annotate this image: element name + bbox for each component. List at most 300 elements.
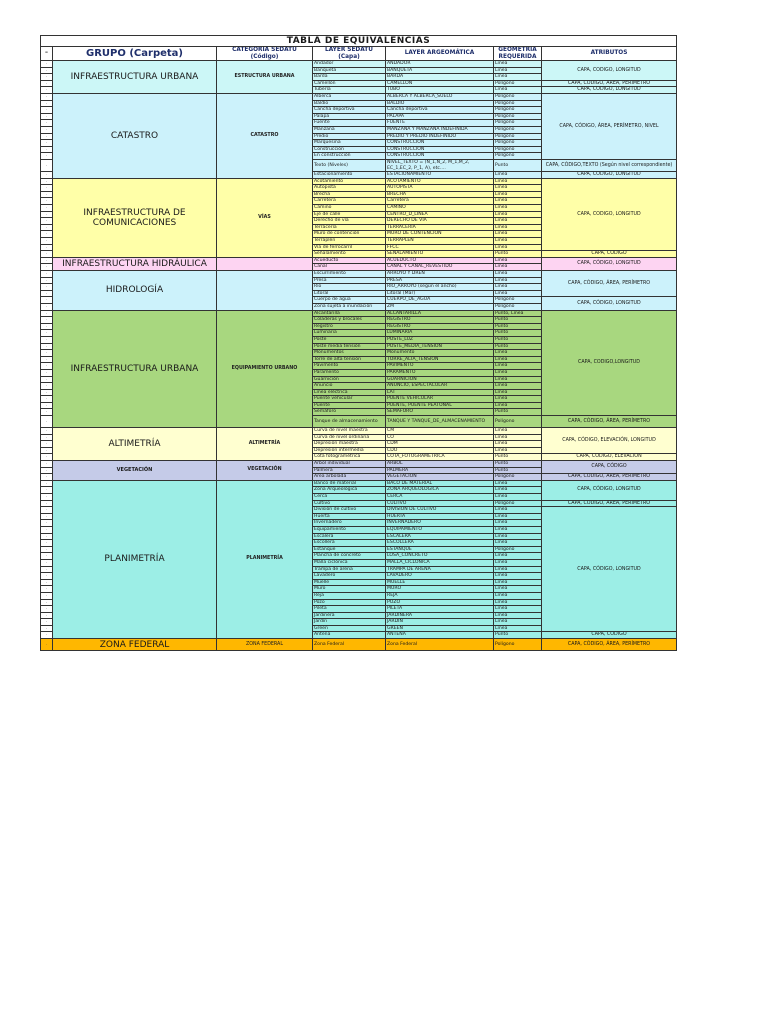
row-marker: -	[41, 513, 53, 520]
table-row	[41, 257, 677, 264]
layer-sedatu-cell: Plancha de concreto	[313, 553, 386, 560]
geometry-cell: Línea	[494, 277, 542, 284]
row-marker: -	[41, 461, 53, 468]
row-marker: -	[41, 290, 53, 297]
layer-sedatu-cell: Brecha	[313, 191, 386, 198]
geometry-cell: Polígono	[494, 133, 542, 140]
layer-argeomatica-cell: TERRACERIA	[386, 224, 494, 231]
geometry-cell: Línea	[494, 244, 542, 251]
layer-argeomatica-cell: ACUEDUCTO	[386, 257, 494, 264]
row-marker: -	[41, 606, 53, 613]
category-code: PLANIMETRÍA	[217, 480, 313, 638]
row-marker: -	[41, 67, 53, 74]
layer-argeomatica-cell: CANAL Y CANAL_REVESTIDO	[386, 264, 494, 271]
geometry-cell: Línea	[494, 224, 542, 231]
attributes-cell: CAPA, CÓDIGO, ÁREA, PERÍMETRO	[542, 80, 677, 87]
row-marker: -	[41, 238, 53, 245]
layer-sedatu-cell: Guarnición	[313, 376, 386, 383]
row-marker: -	[41, 480, 53, 487]
row-marker: -	[41, 310, 53, 317]
geometry-cell: Punto	[494, 454, 542, 461]
group-name: CATASTRO	[53, 93, 217, 178]
layer-argeomatica-cell: NIVEL_TEXTO = (N_1,N_2, M_1,M_2, EC_1,EC_2, P_1, A), etc....	[386, 159, 494, 171]
attributes-cell: CAPA, CÓDIGO, LONGITUD	[542, 297, 677, 310]
layer-sedatu-cell: Presa	[313, 277, 386, 284]
geometry-cell: Línea	[494, 74, 542, 81]
geometry-cell: Línea	[494, 61, 542, 68]
row-marker: -	[41, 93, 53, 100]
layer-sedatu-cell: Línea eléctrica	[313, 389, 386, 396]
geometry-cell: Línea	[494, 553, 542, 560]
row-marker: -	[41, 317, 53, 324]
layer-sedatu-cell: Terraplén	[313, 238, 386, 245]
layer-sedatu-cell: Lavadero	[313, 573, 386, 580]
row-marker: -	[41, 376, 53, 383]
row-marker: -	[41, 494, 53, 501]
layer-argeomatica-cell: PUENTE VEHICULAR	[386, 396, 494, 403]
layer-sedatu-cell: Litoral	[313, 290, 386, 297]
row-marker: -	[41, 533, 53, 540]
layer-argeomatica-cell: MUELLE	[386, 579, 494, 586]
header-marker: –	[41, 47, 53, 61]
geometry-cell: Línea	[494, 526, 542, 533]
attributes-cell: CAPA, CÓDIGO	[542, 461, 677, 474]
attributes-cell: CAPA, CÓDIGO, ÁREA, PERÍMETRO	[542, 416, 677, 428]
table-row	[41, 93, 677, 100]
geometry-cell: Línea	[494, 566, 542, 573]
category-code	[217, 271, 313, 311]
geometry-cell: Polígono	[494, 126, 542, 133]
row-marker: -	[41, 185, 53, 192]
table-row	[41, 428, 677, 435]
geometry-cell: Línea	[494, 211, 542, 218]
geometry-cell: Línea	[494, 520, 542, 527]
table-row	[41, 178, 677, 185]
row-marker: -	[41, 133, 53, 140]
layer-argeomatica-cell: SEÑALAMIENTO	[386, 251, 494, 258]
attributes-cell: CAPA, CÓDIGO,TEXTO (Según nivel correspondiente)	[542, 159, 677, 171]
table-title-row	[41, 36, 677, 47]
row-marker: -	[41, 191, 53, 198]
row-marker: -	[41, 639, 53, 651]
geometry-cell: Línea	[494, 533, 542, 540]
equivalence-table	[40, 35, 677, 651]
layer-sedatu-cell: Tanque de almacenamiento	[313, 416, 386, 428]
row-marker: -	[41, 140, 53, 147]
layer-argeomatica-cell: GREEN	[386, 625, 494, 632]
layer-sedatu-cell: Muro	[313, 586, 386, 593]
layer-sedatu-cell: Cultivo	[313, 500, 386, 507]
header-layer-sedatu: LAYER SEDATU (Capa)	[313, 47, 386, 61]
row-marker: -	[41, 87, 53, 94]
header-atributos: ATRIBUTOS	[542, 47, 677, 61]
row-marker: -	[41, 500, 53, 507]
layer-sedatu-cell: Eje de calle	[313, 211, 386, 218]
row-marker: -	[41, 441, 53, 448]
table-row	[41, 639, 677, 651]
layer-argeomatica-cell: PUENTE, PUENTE PEATONAL	[386, 402, 494, 409]
attributes-cell: CAPA, CÓDIGO, ÁREA, PERÍMETRO, NIVEL	[542, 93, 677, 159]
layer-sedatu-cell: Poste	[313, 336, 386, 343]
layer-argeomatica-cell: Zona Federal	[386, 639, 494, 651]
layer-argeomatica-cell: REGISTRO	[386, 317, 494, 324]
row-marker: -	[41, 632, 53, 639]
layer-argeomatica-cell: FUENTE	[386, 120, 494, 127]
geometry-cell: Punto	[494, 159, 542, 171]
layer-sedatu-cell: Predio	[313, 133, 386, 140]
row-marker: -	[41, 369, 53, 376]
geometry-cell: Polígono	[494, 80, 542, 87]
geometry-cell: Línea	[494, 350, 542, 357]
geometry-cell: Polígono	[494, 416, 542, 428]
group-name: PLANIMETRÍA	[53, 480, 217, 638]
row-marker: -	[41, 526, 53, 533]
layer-argeomatica-cell: JARDIN	[386, 619, 494, 626]
header-grupo: GRUPO (Carpeta)	[53, 47, 217, 61]
layer-sedatu-cell: Manzana	[313, 126, 386, 133]
row-marker: -	[41, 336, 53, 343]
layer-sedatu-cell: Huerta	[313, 513, 386, 520]
layer-argeomatica-cell: COTA_FOTOGRAMETRICA	[386, 454, 494, 461]
row-marker: -	[41, 218, 53, 225]
layer-argeomatica-cell: BALDIO	[386, 100, 494, 107]
group-name: VEGETACIÓN	[53, 461, 217, 481]
layer-argeomatica-cell: ESCALERA	[386, 533, 494, 540]
layer-sedatu-cell: Andador	[313, 61, 386, 68]
geometry-cell: Polígono	[494, 100, 542, 107]
row-marker: -	[41, 303, 53, 310]
layer-argeomatica-cell: MALLA_CICLONICA	[386, 559, 494, 566]
row-marker: -	[41, 566, 53, 573]
layer-argeomatica-cell: ESCOLLERA	[386, 540, 494, 547]
layer-sedatu-cell: Árbol individual	[313, 461, 386, 468]
geometry-cell: Línea	[494, 376, 542, 383]
layer-sedatu-cell: Anuncio	[313, 383, 386, 390]
layer-argeomatica-cell: ANTENA	[386, 632, 494, 639]
layer-argeomatica-cell: DERECHO DE VIA	[386, 218, 494, 225]
group-name: INFRAESTRUCTURA URBANA	[53, 61, 217, 94]
geometry-cell: Línea	[494, 290, 542, 297]
layer-argeomatica-cell: Litoral (Mar)	[386, 290, 494, 297]
layer-sedatu-cell: Palapa	[313, 113, 386, 120]
layer-argeomatica-cell: CDO	[386, 447, 494, 454]
layer-argeomatica-cell: ARBOL	[386, 461, 494, 468]
layer-sedatu-cell: Alberca	[313, 93, 386, 100]
layer-argeomatica-cell: LUMINARIA	[386, 330, 494, 337]
layer-argeomatica-cell: BRECHA	[386, 191, 494, 198]
layer-argeomatica-cell: ANUNCIO, ESPECTACULAR	[386, 383, 494, 390]
row-marker: -	[41, 264, 53, 271]
row-marker: -	[41, 330, 53, 337]
layer-sedatu-cell: Depresión maestra	[313, 441, 386, 448]
geometry-cell: Línea	[494, 559, 542, 566]
geometry-cell: Línea	[494, 231, 542, 238]
geometry-cell: Línea	[494, 363, 542, 370]
attributes-cell: CAPA, CODIGO, LONGITUD	[542, 61, 677, 81]
row-marker: -	[41, 113, 53, 120]
geometry-cell: Línea	[494, 447, 542, 454]
geometry-cell: Línea	[494, 434, 542, 441]
row-marker: -	[41, 599, 53, 606]
row-marker: -	[41, 409, 53, 416]
geometry-cell: Polígono	[494, 140, 542, 147]
layer-argeomatica-cell: MURO	[386, 586, 494, 593]
layer-argeomatica-cell: ANDADOR	[386, 61, 494, 68]
row-marker: -	[41, 107, 53, 114]
table-title: TABLA DE EQUIVALENCIAS	[41, 36, 677, 47]
row-marker: -	[41, 586, 53, 593]
geometry-cell: Línea	[494, 428, 542, 435]
layer-sedatu-cell: Cota fotogramétrica	[313, 454, 386, 461]
attributes-cell: CAPA, CÓDIGO, ÁREA, PERÍMETRO	[542, 474, 677, 481]
geometry-cell: Línea	[494, 178, 542, 185]
geometry-cell: Línea	[494, 238, 542, 245]
row-marker: -	[41, 619, 53, 626]
layer-argeomatica-cell: CAMINO	[386, 205, 494, 212]
row-marker: -	[41, 363, 53, 370]
geometry-cell: Línea	[494, 369, 542, 376]
layer-argeomatica-cell: PILETA	[386, 606, 494, 613]
layer-argeomatica-cell: TERRAPLEN	[386, 238, 494, 245]
layer-sedatu-cell: Canal	[313, 264, 386, 271]
attributes-cell: CAPA, CODIGO	[542, 251, 677, 258]
layer-argeomatica-cell: BACO DE MATERIAL	[386, 480, 494, 487]
geometry-cell: Línea	[494, 383, 542, 390]
layer-sedatu-cell: Equipamiento	[313, 526, 386, 533]
row-marker: -	[41, 389, 53, 396]
attributes-cell: CAPA, CODIGO, LONGITUD	[542, 178, 677, 251]
layer-argeomatica-cell: PRESA	[386, 277, 494, 284]
layer-sedatu-cell: Texto (Niveles)	[313, 159, 386, 171]
layer-sedatu-cell: Escalera	[313, 533, 386, 540]
geometry-cell: Línea	[494, 396, 542, 403]
layer-argeomatica-cell: CDM	[386, 441, 494, 448]
layer-argeomatica-cell: Cancha deportiva	[386, 107, 494, 114]
layer-argeomatica-cell: GUARNICION	[386, 376, 494, 383]
geometry-cell: Polígono	[494, 474, 542, 481]
layer-argeomatica-cell: CULTIVO	[386, 500, 494, 507]
layer-argeomatica-cell: EQUIPAMIENTO	[386, 526, 494, 533]
geometry-cell: Línea	[494, 540, 542, 547]
category-code: ZONA FEDERAL	[217, 639, 313, 651]
geometry-cell: Línea	[494, 619, 542, 626]
row-marker: -	[41, 126, 53, 133]
row-marker: -	[41, 74, 53, 81]
layer-argeomatica-cell: PREDIO Y PREDIO INDEFINIDO	[386, 133, 494, 140]
layer-argeomatica-cell: POSTE_LUZ	[386, 336, 494, 343]
row-marker: -	[41, 244, 53, 251]
layer-argeomatica-cell: TUBO	[386, 87, 494, 94]
category-code: CATASTRO	[217, 93, 313, 178]
layer-sedatu-cell: Terracería	[313, 224, 386, 231]
geometry-cell: Línea	[494, 586, 542, 593]
layer-argeomatica-cell: FFCC	[386, 244, 494, 251]
geometry-cell: Línea	[494, 218, 542, 225]
layer-sedatu-cell: Antena	[313, 632, 386, 639]
layer-sedatu-cell: Carretera	[313, 198, 386, 205]
layer-sedatu-cell: En construcción	[313, 153, 386, 160]
row-marker: -	[41, 559, 53, 566]
geometry-cell: Polígono	[494, 146, 542, 153]
geometry-cell: Polígono	[494, 297, 542, 304]
row-marker: -	[41, 428, 53, 435]
layer-argeomatica-cell: CAMELLON	[386, 80, 494, 87]
geometry-cell: Polígono	[494, 639, 542, 651]
layer-argeomatica-cell: VEGETACION	[386, 474, 494, 481]
layer-argeomatica-cell: CO	[386, 434, 494, 441]
layer-argeomatica-cell: Carretera	[386, 198, 494, 205]
table-row	[41, 271, 677, 278]
geometry-cell: Punto	[494, 461, 542, 468]
geometry-cell: Línea	[494, 172, 542, 179]
table-row	[41, 310, 677, 317]
layer-sedatu-cell: Jardín	[313, 619, 386, 626]
layer-argeomatica-cell: TANQUE Y TANQUE_DE_ALMACENAMIENTO	[386, 416, 494, 428]
layer-sedatu-cell: Coladeras y brocales	[313, 317, 386, 324]
layer-sedatu-cell: Muelle	[313, 579, 386, 586]
layer-argeomatica-cell: REGISTRO	[386, 323, 494, 330]
equivalence-sheet	[40, 35, 676, 651]
layer-sedatu-cell: Trampa de arena	[313, 566, 386, 573]
layer-argeomatica-cell: ALBERCA Y ALBERCA_SUELO	[386, 93, 494, 100]
layer-argeomatica-cell: LOSA_CONCRETO	[386, 553, 494, 560]
attributes-cell: CAPA, CÓDIGO, ELEVACIÓN, LONGITUD	[542, 428, 677, 454]
geometry-cell: Punto	[494, 336, 542, 343]
geometry-cell: Línea	[494, 271, 542, 278]
layer-argeomatica-cell: CERCA	[386, 494, 494, 501]
geometry-cell: Polígono	[494, 546, 542, 553]
layer-sedatu-cell: Área arbolada	[313, 474, 386, 481]
layer-argeomatica-cell: CENTRO_D_LINEA	[386, 211, 494, 218]
geometry-cell: Polígono	[494, 93, 542, 100]
layer-argeomatica-cell: DIVISION DE CULTIVO	[386, 507, 494, 514]
row-marker: -	[41, 159, 53, 171]
geometry-cell: Línea	[494, 356, 542, 363]
geometry-cell: Punto, Línea	[494, 310, 542, 317]
attributes-cell: CAPA, CÓDIGO, ÁREA, PERÍMETRO	[542, 500, 677, 507]
table-row	[41, 61, 677, 68]
layer-sedatu-cell: Alcantarilla	[313, 310, 386, 317]
attributes-cell: CAPA, CÓDIGO, LONGITUD	[542, 507, 677, 632]
row-marker: -	[41, 454, 53, 461]
layer-sedatu-cell: Poste media tensión	[313, 343, 386, 350]
geometry-cell: Polígono	[494, 153, 542, 160]
row-marker: -	[41, 434, 53, 441]
geometry-cell: Línea	[494, 599, 542, 606]
layer-sedatu-cell: Zona Federal	[313, 639, 386, 651]
table-header-row	[41, 47, 677, 61]
geometry-cell: Punto	[494, 632, 542, 639]
attributes-cell: CAPA, CODIGO,LONGITUD	[542, 310, 677, 416]
layer-argeomatica-cell: PAVIMENTO	[386, 363, 494, 370]
layer-argeomatica-cell: JARDINERA	[386, 612, 494, 619]
geometry-cell: Línea	[494, 494, 542, 501]
layer-argeomatica-cell: TRAMPA DE ARENA	[386, 566, 494, 573]
layer-sedatu-cell: Curva de nivel maestra	[313, 428, 386, 435]
layer-sedatu-cell: Green	[313, 625, 386, 632]
row-marker: -	[41, 284, 53, 291]
row-marker: -	[41, 612, 53, 619]
geometry-cell: Línea	[494, 606, 542, 613]
layer-sedatu-cell: Camino	[313, 205, 386, 212]
layer-sedatu-cell: Invernadero	[313, 520, 386, 527]
layer-argeomatica-cell: HUERTA	[386, 513, 494, 520]
layer-argeomatica-cell: Monumento	[386, 350, 494, 357]
table-row	[41, 480, 677, 487]
layer-argeomatica-cell: INVERNADERO	[386, 520, 494, 527]
layer-argeomatica-cell: REJA	[386, 592, 494, 599]
geometry-cell: Línea	[494, 487, 542, 494]
layer-sedatu-cell: Banqueta	[313, 67, 386, 74]
row-marker: -	[41, 507, 53, 514]
row-marker: -	[41, 573, 53, 580]
row-marker: -	[41, 198, 53, 205]
layer-argeomatica-cell: SEMAFORO	[386, 409, 494, 416]
layer-sedatu-cell: Escollera	[313, 540, 386, 547]
layer-argeomatica-cell: ESTACIONAMIENTO	[386, 172, 494, 179]
layer-argeomatica-cell: BARDA	[386, 74, 494, 81]
table-row	[41, 461, 677, 468]
header-layer-argeomatica: LAYER ARGEOMÁTICA	[386, 47, 494, 61]
layer-sedatu-cell: Jardinera	[313, 612, 386, 619]
attributes-cell: CAPA, CODIGO	[542, 632, 677, 639]
layer-argeomatica-cell: ESTANQUE	[386, 546, 494, 553]
geometry-cell: Polígono	[494, 303, 542, 310]
category-code: EQUIPAMIENTO URBANO	[217, 310, 313, 428]
layer-argeomatica-cell: LAVADERO	[386, 573, 494, 580]
layer-sedatu-cell: Luminaria	[313, 330, 386, 337]
geometry-cell: Polígono	[494, 500, 542, 507]
layer-argeomatica-cell: CONSTRUCCION	[386, 140, 494, 147]
layer-sedatu-cell: Señalamiento	[313, 251, 386, 258]
layer-argeomatica-cell: ACOTAMIENTO	[386, 178, 494, 185]
layer-argeomatica-cell: TORRE_ALTA_TENSION	[386, 356, 494, 363]
layer-sedatu-cell: Malla ciclónica	[313, 559, 386, 566]
layer-sedatu-cell: Muro de contención	[313, 231, 386, 238]
header-geometria: GEOMETRIA REQUERIDA	[494, 47, 542, 61]
layer-sedatu-cell: Zona Arqueológica	[313, 487, 386, 494]
row-marker: -	[41, 540, 53, 547]
layer-argeomatica-cell: MURO DE CONTENCION	[386, 231, 494, 238]
geometry-cell: Línea	[494, 198, 542, 205]
row-marker: -	[41, 579, 53, 586]
header-categoria: CATEGORIA SEDATU (Código)	[217, 47, 313, 61]
attributes-cell: CAPA, CÓDIGO, ELEVACIÓN	[542, 454, 677, 461]
layer-argeomatica-cell: MANZANA Y MANZANA INDEFINIDA	[386, 126, 494, 133]
geometry-cell: Punto	[494, 343, 542, 350]
row-marker: -	[41, 100, 53, 107]
layer-sedatu-cell: Pavimento	[313, 363, 386, 370]
layer-sedatu-cell: Cancha deportiva	[313, 107, 386, 114]
layer-sedatu-cell: Cuerpo de agua	[313, 297, 386, 304]
row-marker: -	[41, 343, 53, 350]
layer-sedatu-cell: Puente vehicular	[313, 396, 386, 403]
row-marker: -	[41, 271, 53, 278]
row-marker: -	[41, 153, 53, 160]
layer-sedatu-cell: Paramento	[313, 369, 386, 376]
layer-sedatu-cell: Reja	[313, 592, 386, 599]
row-marker: -	[41, 172, 53, 179]
row-marker: -	[41, 520, 53, 527]
row-marker: -	[41, 467, 53, 474]
row-marker: -	[41, 625, 53, 632]
geometry-cell: Línea	[494, 205, 542, 212]
row-marker: -	[41, 297, 53, 304]
row-marker: -	[41, 277, 53, 284]
layer-argeomatica-cell: ZONA ARQUEOLÓGICA	[386, 487, 494, 494]
row-marker: -	[41, 350, 53, 357]
layer-argeomatica-cell: CONSTRUCCION	[386, 146, 494, 153]
